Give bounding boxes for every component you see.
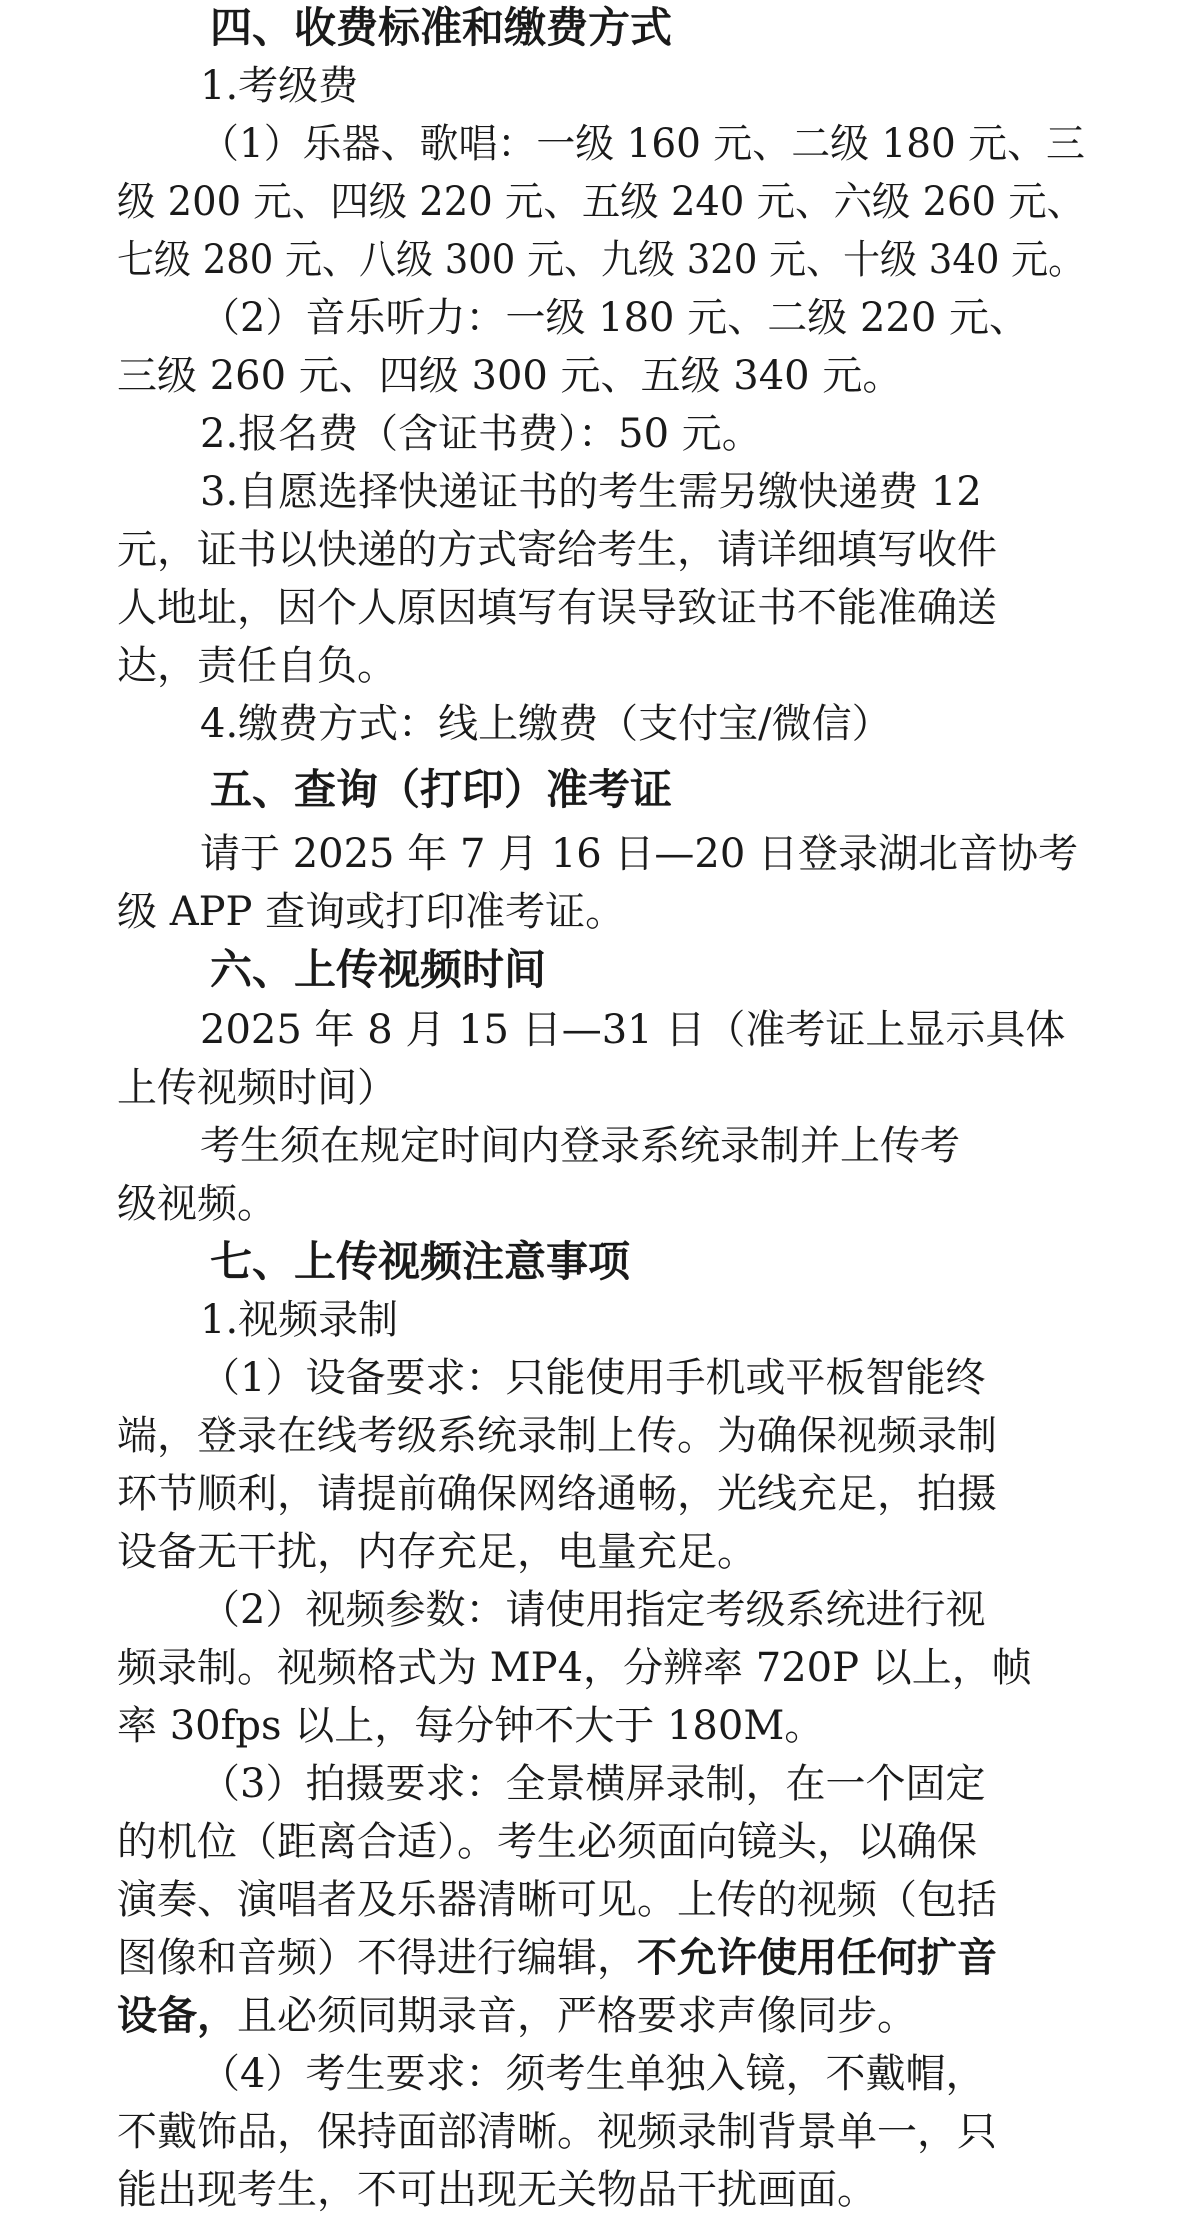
paragraph-line: 环节顺利，请提前确保网络通畅，光线充足，拍摄 [117, 1471, 997, 1517]
paragraph-line: 上传视频时间） [117, 1065, 397, 1111]
paragraph-line: 达，责任自负。 [117, 643, 397, 689]
paragraph-line: 演奏、演唱者及乐器清晰可见。上传的视频（包括 [117, 1877, 997, 1923]
paragraph-line: 频录制。视频格式为 MP4，分辨率 720P 以上，帧 [117, 1645, 1032, 1691]
item-video-recording-title: 1.视频录制 [200, 1297, 399, 1343]
bold-text-run: 不允许使用任何扩音 [637, 1935, 997, 1981]
paragraph-line: 元，证书以快递的方式寄给考生，请详细填写收件 [117, 527, 997, 573]
paragraph-line: （2）音乐听力：一级 180 元、二级 220 元、 [200, 295, 1030, 341]
section-5-heading: 五、查询（打印）准考证 [210, 765, 673, 814]
paragraph-line: 2025 年 8 月 15 日—31 日（准考证上显示具体 [200, 1007, 1066, 1053]
paragraph-line: （2）视频参数：请使用指定考级系统进行视 [200, 1587, 986, 1633]
paragraph-line: 率 30fps 以上，每分钟不大于 180M。 [117, 1703, 825, 1749]
paragraph-line: 设备无干扰，内存充足，电量充足。 [117, 1529, 757, 1575]
paragraph-line: （4）考生要求：须考生单独入镜，不戴帽， [200, 2051, 986, 2097]
item-exam-fee-title: 1.考级费 [200, 63, 359, 109]
paragraph-line: 级 200 元、四级 220 元、五级 240 元、六级 260 元、 [117, 179, 1086, 225]
section-7-heading: 七、上传视频注意事项 [210, 1237, 631, 1286]
paragraph-line: 级 APP 查询或打印准考证。 [117, 889, 626, 935]
paragraph-line: 3.自愿选择快递证书的考生需另缴快递费 12 [200, 469, 982, 515]
paragraph-line [117, 1988, 917, 2044]
item-registration-fee: 2.报名费（含证书费）：50 元。 [200, 411, 762, 457]
paragraph-line: 不戴饰品，保持面部清晰。视频录制背景单一，只 [117, 2109, 997, 2155]
section-6-heading: 六、上传视频时间 [210, 945, 547, 994]
bold-text-run: 设备， [117, 1993, 237, 2039]
text-run: 且必须同期录音，严格要求声像同步。 [237, 1993, 917, 2039]
paragraph-line: （1）乐器、歌唱：一级 160 元、二级 180 元、三 [200, 121, 1086, 167]
item-payment-method: 4.缴费方式：线上缴费（支付宝/微信） [200, 701, 892, 747]
text-run: 图像和音频）不得进行编辑， [117, 1935, 637, 1981]
paragraph-line: （1）设备要求：只能使用手机或平板智能终 [200, 1355, 986, 1401]
paragraph-line: （3）拍摄要求：全景横屏录制，在一个固定 [200, 1761, 986, 1807]
paragraph-line: 的机位（距离合适）。考生必须面向镜头，以确保 [117, 1819, 977, 1865]
section-4-heading: 四、收费标准和缴费方式 [210, 3, 673, 52]
paragraph-line: 七级 280 元、八级 300 元、九级 320 元、十级 340 元。 [117, 237, 1086, 283]
paragraph-line: 级视频。 [117, 1181, 277, 1227]
paragraph-line [117, 1930, 997, 1986]
paragraph-line: 三级 260 元、四级 300 元、五级 340 元。 [117, 353, 903, 399]
paragraph-line: 端，登录在线考级系统录制上传。为确保视频录制 [117, 1413, 997, 1459]
paragraph-line: 考生须在规定时间内登录系统录制并上传考 [200, 1123, 960, 1169]
paragraph-line: 人地址，因个人原因填写有误导致证书不能准确送 [117, 585, 997, 631]
paragraph-line: 请于 2025 年 7 月 16 日—20 日登录湖北音协考 [200, 831, 1079, 877]
paragraph-line: 能出现考生，不可出现无关物品干扰画面。 [117, 2167, 877, 2213]
